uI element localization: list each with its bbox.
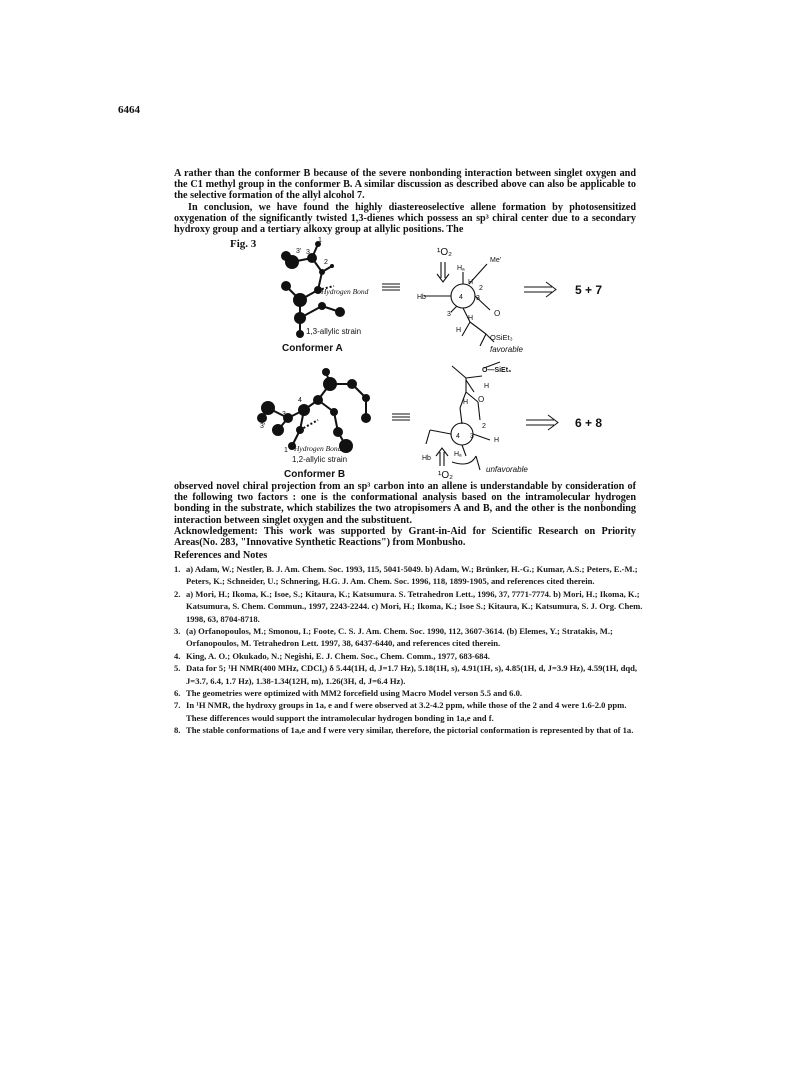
page-number: 6464 — [118, 104, 140, 116]
reference-number: 2. — [174, 588, 181, 599]
atom-label: H — [468, 315, 474, 322]
references-list — [174, 563, 644, 737]
reference-item — [174, 650, 644, 662]
atom-label: 1 — [318, 237, 322, 244]
reference-text: The stable conformations of 1a,e and f were very similar, therefore, the pictorial conformation is represented by that of 1a. — [186, 725, 634, 736]
products-label: 6 + 8 — [575, 416, 603, 430]
atom-label: Me' — [490, 257, 502, 264]
reference-text: a) Adam, W.; Nestler, B. J. Am. Chem. Soc. 1993, 115, 5041-5049. b) Adam, W.; Brünker, H.-G.; Kumar, A.S.; Peters, E.-M.; Peters, K.; Schneider, U.; Schnering, H.G. J. Am. Chem. Soc. 1996, 118, 1899-1905, and references cited therein. — [186, 564, 638, 587]
atom-label: 1 — [284, 447, 288, 454]
atom-label: 3 — [470, 433, 474, 440]
paragraph: observed novel chiral projection from an sp³ carbon into an allene is understandable by consideration of the following two factors : one is the conformational analysis based on the intramolecular hydrogen bonding in the substrate, which stabilizes the two atropisomers A and B, and the other is the nonbonding interaction between singlet oxygen and the substituent. — [174, 481, 636, 526]
reference-item — [174, 588, 644, 625]
reaction-arrow — [526, 415, 558, 430]
atom-label: 3' — [260, 423, 266, 430]
body-paragraph-bottom — [174, 481, 636, 548]
reference-text: a) Mori, H.; Ikoma, K.; Isoe, S.; Kitaura, K.; Katsumura. S. Tetrahedron Lett., 1996, 37, 7771-7774. b) Mori, H.; Ikoma, K.; Katsumura, S. Chem. Commun., 1997, 2243-2244. c) Mori, H.; Ikoma, K.; Isoe S.; Kitaura, K.; Katsumura, S. J. Org. Chem. 1998, 63, 8704-8718. — [186, 588, 643, 624]
conformer-b-atoms — [257, 368, 371, 453]
reference-number: 7. — [174, 700, 181, 711]
silyl-group-label: OSiEt₃ — [490, 333, 513, 342]
atom-label: O — [478, 395, 485, 404]
reference-item — [174, 563, 644, 588]
atom-label: O — [494, 309, 501, 318]
atom-label: Hb — [422, 455, 431, 462]
reference-text: The geometries were optimized with MM2 forcefield using Macro Model verson 5.5 and 6.0. — [186, 688, 523, 699]
silyl-group-label: O—SiEt₃ — [482, 367, 512, 374]
atom-label: 3 — [306, 249, 310, 256]
reference-number: 5. — [174, 663, 181, 674]
atom-label: 3' — [447, 311, 453, 318]
reference-number: 3. — [174, 626, 181, 637]
atom-label: 3' — [296, 248, 302, 255]
atom-label: H — [456, 327, 462, 334]
hydrogen-bond-label: Hydrogen Bond — [321, 287, 369, 296]
atom-label: 4 — [459, 294, 463, 301]
reference-number: 4. — [174, 650, 181, 661]
atom-label: 3 — [476, 295, 480, 302]
reference-text: (a) Orfanopoulos, M.; Smonou, I.; Foote, C. S. J. Am. Chem. Soc. 1990, 112, 3607-3614. (b) Elemes, Y.; Stratakis, M.; Orfanopoulos, M. Tetrahedron Lett. 1997, 38, 6437-6440, and references cited therein. — [186, 626, 613, 649]
atom-label: 3 — [282, 411, 286, 418]
conformer-b-title: Conformer B — [284, 469, 346, 480]
reference-text: In ¹H NMR, the hydroxy groups in 1a, e and f were observed at 3.2-4.2 ppm, while those of the 2 and 4 were 1.6-2.0 ppm. These differences would support the intramolecular hydrogen bonding in 1a,e and f. — [186, 700, 627, 723]
atom-label: H — [494, 437, 500, 444]
reference-item — [174, 687, 644, 699]
reference-text: Data for 5; ¹H NMR(400 MHz, CDCl₃) δ 5.44(1H, d, J=1.7 Hz), 5.18(1H, s), 4.91(1H, s), 4.85(1H, d, J=3.9 Hz), 4.59(1H, dqd, J=3.7, 6.4, 1.7 Hz), 1.38-1.34(12H, m), 1.26(3H, d, J=6.4 Hz). — [186, 663, 638, 686]
references-heading: References and Notes — [174, 550, 268, 561]
figure-label: Fig. 3 — [230, 238, 257, 250]
equivalence-sign — [382, 284, 400, 290]
hydrogen-bond-label: Hydrogen Bond — [294, 444, 342, 453]
favorable-label: favorable — [490, 345, 523, 354]
atom-label: H — [484, 383, 490, 390]
atom-label: 4 — [456, 433, 460, 440]
singlet-oxygen-label: ¹O₂ — [438, 470, 453, 481]
reference-number: 8. — [174, 725, 181, 736]
atom-label: 2 — [479, 285, 483, 292]
conformer-a-title: Conformer A — [282, 343, 343, 354]
acknowledgement: Acknowledgement: This work was supported by Grant-in-Aid for Scientific Research on Priority Areas(No. 283, "Innovative Synthetic Reactions") from Monbusho. — [174, 525, 636, 549]
reference-item — [174, 699, 644, 724]
strain-label: 1,3-allylic strain — [306, 327, 362, 336]
projection-b — [426, 362, 500, 470]
reference-number: 1. — [174, 564, 181, 574]
reference-item — [174, 625, 644, 650]
reference-item — [174, 662, 644, 687]
paragraph: In conclusion, we have found the highly diastereoselective allene formation by photosensitized oxygenation of the significantly twisted 1,3-dienes which possess an sp³ chiral center due to a secondary hydroxy group and a tertiary alkoxy group at allylic positions. The — [174, 201, 636, 236]
atom-label: H — [468, 279, 474, 286]
reference-item — [174, 724, 644, 736]
atom-label: 2 — [482, 423, 486, 430]
atom-label: Hₐ — [457, 265, 465, 272]
reference-text: King, A. O.; Okukado, N.; Negishi, E. J. Chem. Soc., Chem. Comm., 1977, 683-684. — [186, 650, 490, 661]
singlet-oxygen-label: ¹O₂ — [437, 247, 452, 258]
strain-label: 1,2-allylic strain — [292, 455, 348, 464]
atom-label: H — [463, 399, 469, 406]
products-label: 5 + 7 — [575, 283, 603, 297]
atom-label: 2 — [324, 259, 328, 266]
atom-label: 4 — [298, 397, 302, 404]
atom-label: Hₐ — [454, 451, 462, 458]
unfavorable-label: unfavorable — [486, 465, 528, 474]
paragraph: A rather than the conformer B because of the severe nonbonding interaction between singlet oxygen and the C1 methyl group in the conformer B. A similar discussion as described above can also be applicable to the selective formation of the allyl alcohol 7. — [174, 168, 636, 202]
reaction-arrow — [524, 282, 556, 297]
atom-label: Hb — [417, 294, 426, 301]
reference-number: 6. — [174, 688, 181, 699]
equivalence-sign — [392, 414, 410, 420]
